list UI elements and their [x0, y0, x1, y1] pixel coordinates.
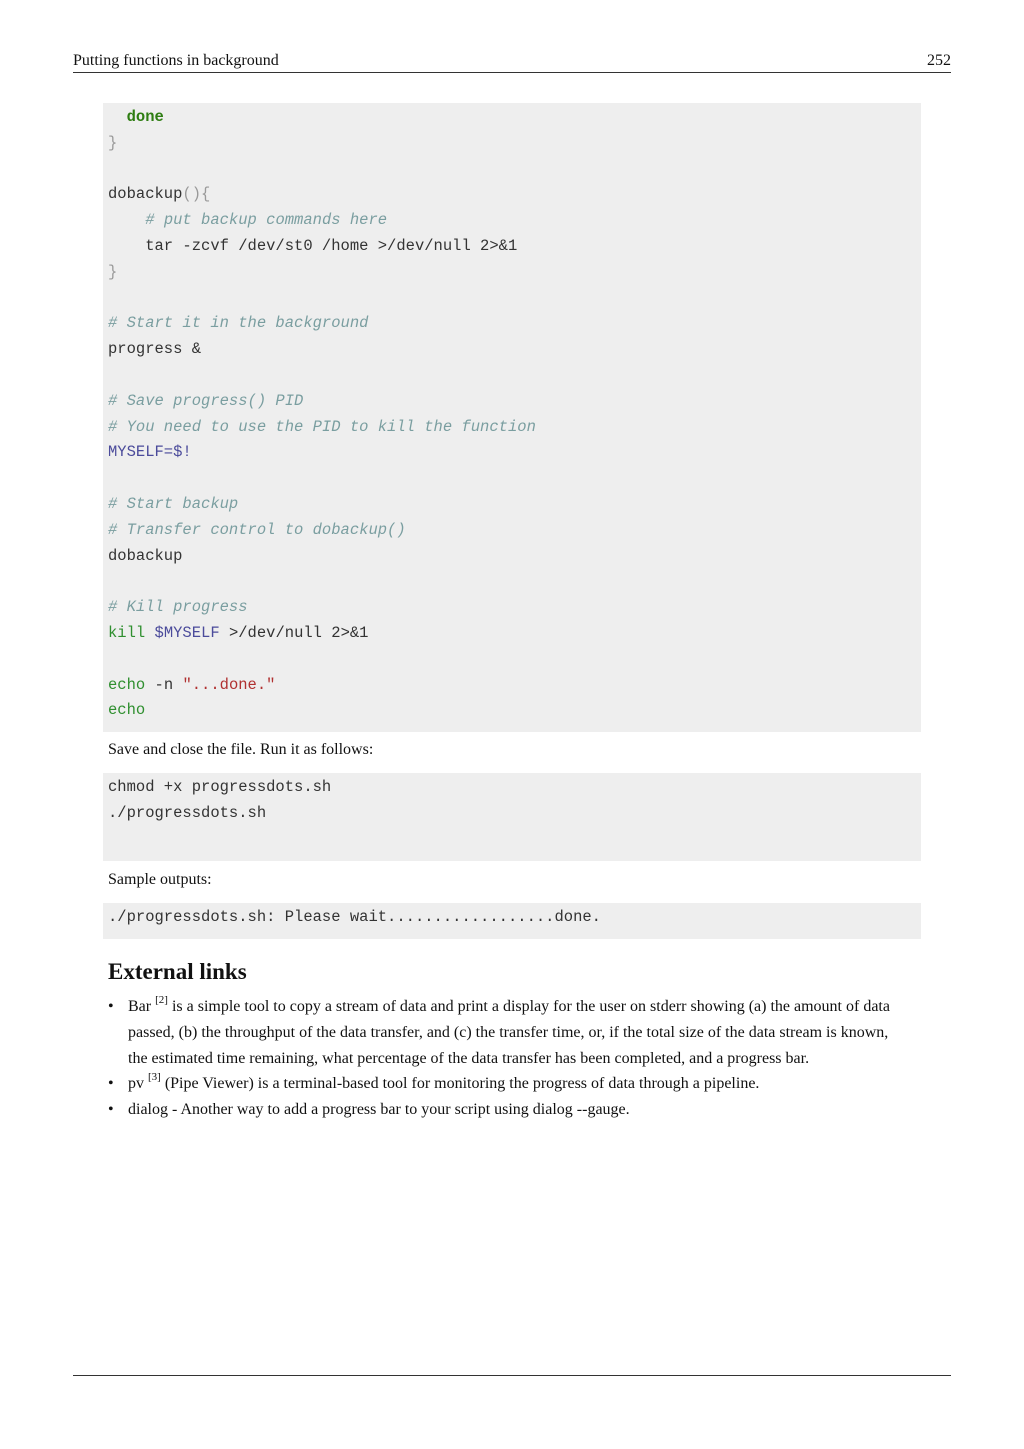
- code-line: [108, 208, 921, 234]
- footer-divider: [73, 1375, 951, 1376]
- code-token: [145, 624, 154, 642]
- code-line: [108, 595, 921, 621]
- code-token: }: [108, 133, 118, 152]
- reference-3[interactable]: [3]: [148, 1071, 161, 1084]
- code-token: "...done.": [182, 675, 276, 694]
- bullet-icon: •: [108, 1101, 114, 1119]
- code-token: # put backup commands here: [145, 211, 388, 230]
- list-item-dialog: [108, 1097, 908, 1123]
- code-token: ./progressdots.sh: Please wait..................done.: [108, 908, 601, 926]
- code-token: ./progressdots.sh: [108, 803, 267, 822]
- code-token: # Transfer control to dobackup(): [108, 520, 406, 539]
- code-line: [108, 260, 921, 286]
- link-bar[interactable]: Bar: [128, 998, 152, 1015]
- code-line: [108, 621, 921, 647]
- code-token: MYSELF=$!: [108, 443, 192, 462]
- code-line: [108, 775, 921, 801]
- code-token: # You need to use the PID to kill the function: [108, 417, 536, 436]
- code-line: [108, 182, 921, 208]
- link-bar-description: is a simple tool to copy a stream of data and print a display for the user on stderr showing (a) the amount of data passed, (b) the throughput of the data transfer, and (c) the transfer time, or, if the total size of the data stream is known, the estimated time remaining, what percentage of the data transfer has been completed, and a progress bar.: [128, 998, 890, 1067]
- reference-2[interactable]: [2]: [155, 993, 168, 1006]
- code-token: echo: [108, 701, 146, 720]
- code-line: [108, 440, 921, 466]
- code-token: # Save progress() PID: [108, 391, 304, 410]
- code-token: # Kill progress: [108, 598, 248, 617]
- code-token: chmod +x progressdots.sh: [108, 778, 332, 796]
- code-block-run-commands: [103, 773, 921, 861]
- code-token: tar -zcvf /dev/st0 /home >/dev/null 2>&1: [108, 236, 518, 255]
- code-token: [108, 108, 127, 126]
- code-token: progress &: [108, 340, 202, 359]
- code-line: [108, 337, 921, 363]
- external-links-list: [108, 994, 908, 1123]
- code-token: (){: [182, 185, 211, 204]
- code-line: [108, 801, 921, 827]
- section-heading-external-links: External links: [108, 959, 247, 984]
- code-token: # Start backup: [108, 494, 239, 513]
- page-header: [73, 50, 951, 73]
- code-line: [108, 905, 921, 931]
- code-line: [108, 105, 921, 131]
- code-line: [108, 131, 921, 157]
- code-line: [108, 569, 921, 595]
- code-line: [108, 234, 921, 260]
- code-line: [108, 286, 921, 312]
- code-token: # Start it in the background: [108, 314, 369, 333]
- code-token: $MYSELF: [154, 623, 220, 642]
- code-block-sample-output: [103, 903, 921, 939]
- code-token: dobackup: [108, 546, 183, 565]
- code-line: [108, 647, 921, 673]
- code-token: }: [108, 262, 118, 281]
- link-pv[interactable]: pv: [128, 1075, 144, 1093]
- paragraph-save-close: Save and close the file. Run it as follows:: [108, 741, 374, 758]
- code-token: >/dev/null 2>&1: [219, 623, 369, 642]
- code-token: kill: [108, 623, 146, 642]
- code-line: [108, 311, 921, 337]
- code-line: [108, 157, 921, 183]
- code-line: [108, 363, 921, 389]
- bullet-icon: •: [108, 1075, 114, 1093]
- code-line: [108, 492, 921, 518]
- page-number: 252: [927, 52, 951, 69]
- code-token: done: [126, 108, 164, 126]
- code-line: [108, 673, 921, 699]
- link-pv-description: (Pipe Viewer) is a terminal-based tool for monitoring the progress of data through a pipeline.: [160, 1075, 760, 1093]
- code-line: [108, 698, 921, 724]
- code-line: [108, 466, 921, 492]
- code-line: [108, 518, 921, 544]
- bullet-icon: •: [108, 998, 114, 1015]
- code-block-script: [103, 103, 921, 732]
- page-title: Putting functions in background: [73, 52, 279, 69]
- code-line: [108, 415, 921, 441]
- list-item-bar: [108, 994, 908, 1071]
- link-dialog-description: dialog - Another way to add a progress bar to your script using dialog --gauge.: [128, 1101, 630, 1119]
- paragraph-sample-outputs: Sample outputs:: [108, 871, 212, 888]
- code-token: [108, 211, 145, 229]
- list-item-pv: [108, 1071, 908, 1097]
- code-line: [108, 389, 921, 415]
- code-token: dobackup: [108, 185, 183, 204]
- code-token: echo: [108, 675, 146, 694]
- code-token: -n: [145, 675, 183, 694]
- code-line: [108, 544, 921, 570]
